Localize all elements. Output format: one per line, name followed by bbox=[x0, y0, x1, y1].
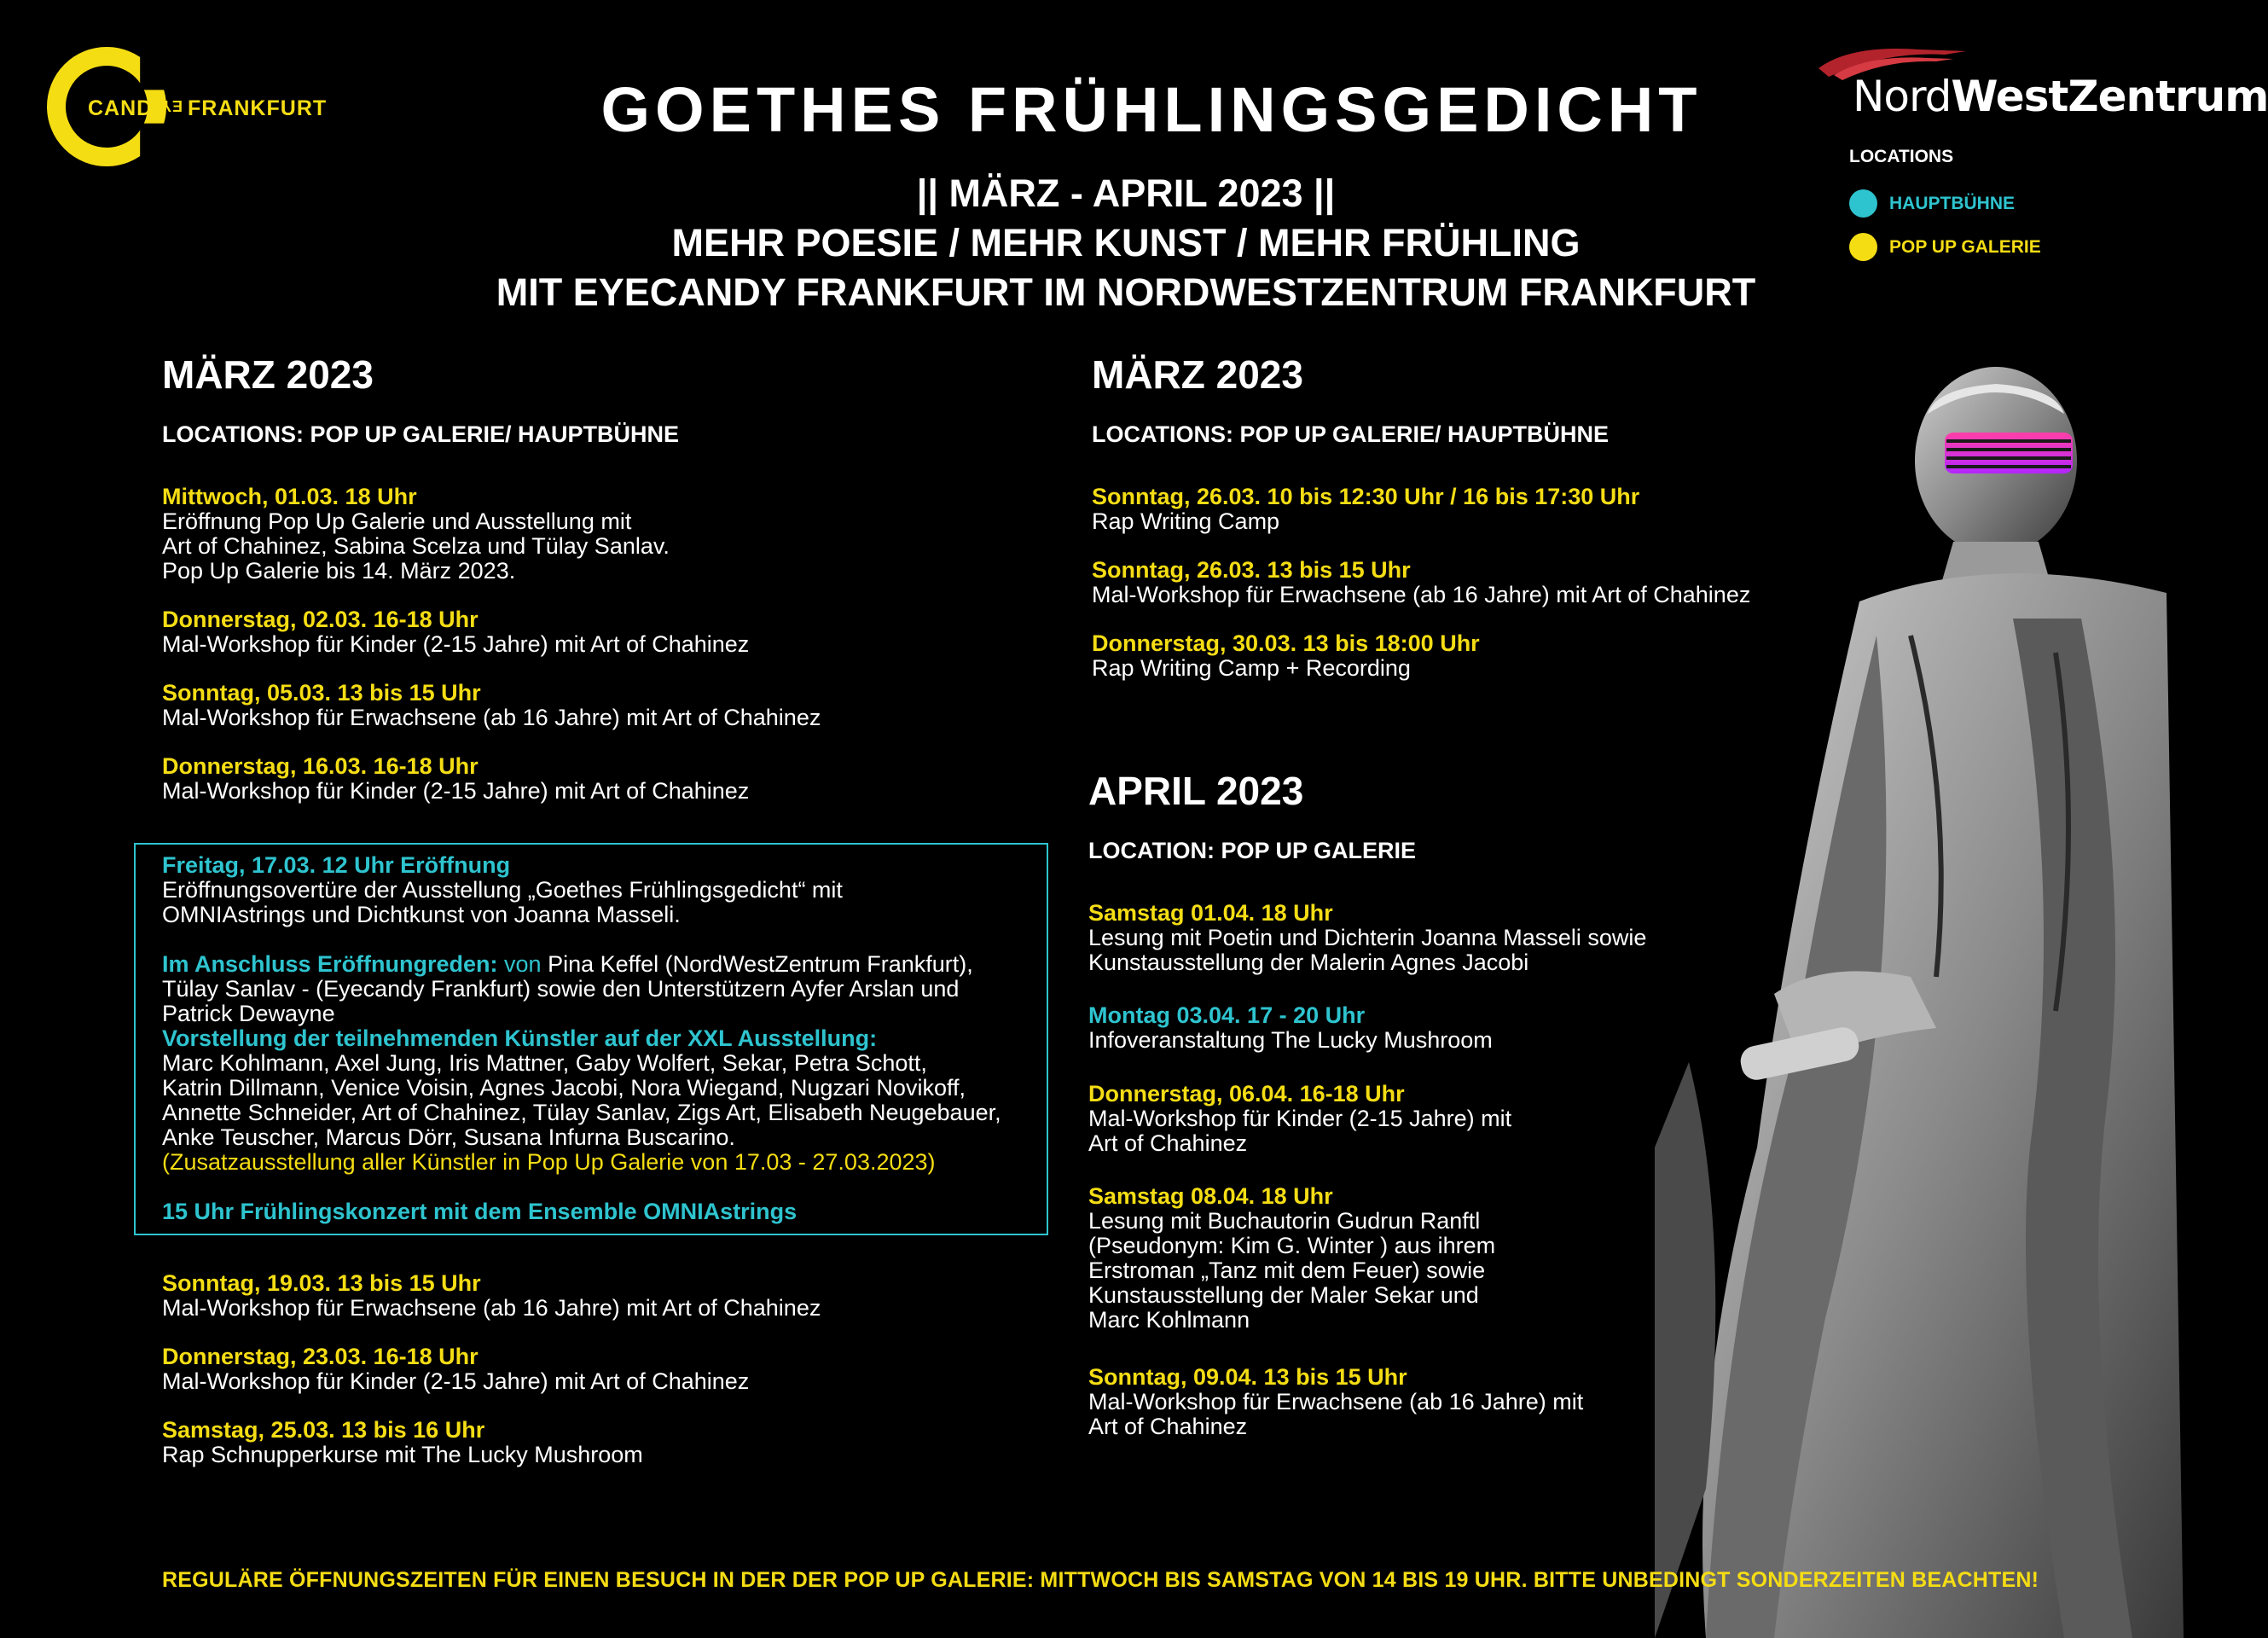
event-entry bbox=[162, 1345, 749, 1394]
legend-title: LOCATIONS bbox=[1849, 147, 1954, 166]
event-desc: Rap Writing Camp + Recording bbox=[1092, 655, 1411, 681]
event-desc: Art of Chahinez, Sabina Scelza und Tülay Sanlav. bbox=[162, 533, 670, 559]
speech-rest: Pina Keffel (NordWestZentrum Frankfurt), bbox=[548, 951, 973, 977]
subtitle-block bbox=[392, 169, 1859, 317]
event-desc: Patrick Dewayne bbox=[162, 1001, 335, 1026]
event-desc: Mal-Workshop für Kinder (2-15 Jahre) mit bbox=[1088, 1106, 1512, 1131]
logo-text-frankfurt: FRANKFURT bbox=[188, 96, 328, 120]
extra-exhibition-note: (Zusatzausstellung aller Künstler in Pop Up Galerie von 17.03 - 27.03.2023) bbox=[162, 1149, 936, 1175]
event-desc: OMNIAstrings und Dichtkunst von Joanna Masseli. bbox=[162, 902, 681, 927]
event-desc: Kunstausstellung der Maler Sekar und bbox=[1088, 1282, 1479, 1308]
artists-line: Marc Kohlmann, Axel Jung, Iris Mattner, Gaby Wolfert, Sekar, Petra Schott, bbox=[162, 1050, 927, 1076]
event-desc: Tülay Sanlav - (Eyecandy Frankfurt) sowie den Unterstützern Ayfer Arslan und bbox=[162, 976, 960, 1002]
event-date: Donnerstag, 23.03. 16-18 Uhr bbox=[162, 1344, 479, 1369]
artists-line: Annette Schneider, Art of Chahinez, Tülay Sanlav, Zigs Art, Elisabeth Neugebauer, bbox=[162, 1100, 1001, 1125]
col2-locations: LOCATIONS: POP UP GALERIE/ HAUPTBÜHNE bbox=[1092, 421, 1610, 447]
event-desc: Rap Writing Camp bbox=[1092, 508, 1280, 534]
event-date: Samstag, 25.03. 13 bis 16 Uhr bbox=[162, 1417, 485, 1443]
logo-text-cand: CAND bbox=[88, 96, 154, 120]
april-month-heading: APRIL 2023 bbox=[1088, 769, 1304, 813]
event-date: Sonntag, 26.03. 13 bis 15 Uhr bbox=[1092, 557, 1411, 583]
nwz-word-nord: Nord bbox=[1853, 72, 1952, 121]
event-date: Montag 03.04. 17 - 20 Uhr bbox=[1088, 1002, 1366, 1028]
event-desc: Infoveranstaltung The Lucky Mushroom bbox=[1088, 1027, 1493, 1053]
col2-month-heading: MÄRZ 2023 bbox=[1092, 352, 1303, 397]
event-desc: Lesung mit Buchautorin Gudrun Ranftl bbox=[1088, 1208, 1481, 1234]
speech-line bbox=[162, 952, 1001, 977]
event-desc: Mal-Workshop für Erwachsene (ab 16 Jahre) mit bbox=[1088, 1389, 1584, 1414]
event-desc: Art of Chahinez bbox=[1088, 1414, 1248, 1439]
subtitle-line: MEHR POESIE / MEHR KUNST / MEHR FRÜHLING bbox=[671, 221, 1581, 264]
logo-text-eye: EYE bbox=[149, 97, 183, 114]
event-desc: (Pseudonym: Kim G. Winter ) aus ihrem bbox=[1088, 1233, 1496, 1258]
event-entry bbox=[1088, 1003, 1493, 1053]
event-desc: Lesung mit Poetin und Dichterin Joanna Masseli sowie bbox=[1088, 925, 1647, 950]
event-desc: Mal-Workshop für Erwachsene (ab 16 Jahre) mit Art of Chahinez bbox=[162, 705, 821, 730]
eyecandy-logo bbox=[47, 47, 354, 175]
nwz-wordmark bbox=[1853, 72, 2268, 121]
event-date: Sonntag, 19.03. 13 bis 15 Uhr bbox=[162, 1270, 481, 1296]
event-entry bbox=[162, 1418, 643, 1467]
legend-label: POP UP GALERIE bbox=[1889, 236, 2041, 257]
col1-locations: LOCATIONS: POP UP GALERIE/ HAUPTBÜHNE bbox=[162, 421, 680, 447]
event-desc: Eröffnung Pop Up Galerie und Ausstellung mit bbox=[162, 508, 632, 534]
event-date: Sonntag, 26.03. 10 bis 12:30 Uhr / 16 bis 17:30 Uhr bbox=[1092, 484, 1640, 509]
page-title: GOETHES FRÜHLINGSGEDICHT bbox=[600, 74, 1702, 145]
legend-item-popup-galerie bbox=[1849, 233, 2041, 261]
artists-line: Katrin Dillmann, Venice Voisin, Agnes Jacobi, Nora Wiegand, Nugzari Novikoff, bbox=[162, 1075, 966, 1101]
locations-legend bbox=[1849, 147, 2041, 276]
event-entry bbox=[162, 607, 749, 657]
event-entry bbox=[1092, 485, 1639, 534]
event-entry bbox=[1092, 558, 1750, 607]
opening-event bbox=[162, 853, 1001, 1224]
april-location: LOCATION: POP UP GALERIE bbox=[1088, 838, 1417, 863]
event-desc: Kunstausstellung der Malerin Agnes Jacobi bbox=[1088, 950, 1529, 975]
event-entry bbox=[1088, 1184, 1495, 1333]
subtitle-line: MIT EYECANDY FRANKFURT IM NORDWESTZENTRUM FRANKFURT bbox=[496, 270, 1756, 314]
event-date: Sonntag, 09.04. 13 bis 15 Uhr bbox=[1088, 1364, 1407, 1390]
nwz-word-westzentrum: WestZentrum bbox=[1951, 72, 2268, 121]
event-desc: Art of Chahinez bbox=[1088, 1130, 1248, 1156]
event-desc: Pop Up Galerie bis 14. März 2023. bbox=[162, 558, 516, 584]
event-entry bbox=[1088, 1365, 1583, 1439]
event-date: Samstag 01.04. 18 Uhr bbox=[1088, 900, 1333, 926]
event-desc: Erstroman „Tanz mit dem Feuer) sowie bbox=[1088, 1258, 1486, 1283]
event-entry bbox=[162, 485, 670, 584]
speech-von: von bbox=[497, 951, 548, 977]
concert-line: 15 Uhr Frühlingskonzert mit dem Ensemble OMNIAstrings bbox=[162, 1199, 798, 1224]
speech-label: Im Anschluss Eröffnungreden: bbox=[162, 951, 498, 977]
event-entry bbox=[162, 1271, 821, 1321]
event-date: Donnerstag, 30.03. 13 bis 18:00 Uhr bbox=[1092, 630, 1480, 656]
legend-item-hauptbuehne bbox=[1849, 189, 2041, 218]
event-date: Donnerstag, 06.04. 16-18 Uhr bbox=[1088, 1081, 1405, 1107]
col1-month-heading: MÄRZ 2023 bbox=[162, 352, 374, 397]
event-entry bbox=[162, 681, 821, 730]
event-date: Freitag, 17.03. 12 Uhr Eröffnung bbox=[162, 852, 511, 878]
event-desc: Rap Schnupperkurse mit The Lucky Mushroom bbox=[162, 1442, 643, 1467]
event-desc: Mal-Workshop für Kinder (2-15 Jahre) mit Art of Chahinez bbox=[162, 1368, 750, 1394]
event-date: Donnerstag, 16.03. 16-18 Uhr bbox=[162, 753, 479, 779]
event-entry bbox=[1092, 631, 1480, 681]
event-entry bbox=[1088, 901, 1646, 975]
legend-label: HAUPTBÜHNE bbox=[1889, 193, 2015, 213]
artists-label: Vorstellung der teilnehmenden Künstler auf der XXL Ausstellung: bbox=[162, 1025, 878, 1051]
event-entry bbox=[162, 754, 749, 804]
event-date: Donnerstag, 02.03. 16-18 Uhr bbox=[162, 607, 479, 632]
event-desc: Mal-Workshop für Kinder (2-15 Jahre) mit Art of Chahinez bbox=[162, 631, 750, 657]
subtitle-line: || MÄRZ - APRIL 2023 || bbox=[916, 171, 1336, 215]
event-desc: Marc Kohlmann bbox=[1088, 1307, 1250, 1333]
event-entry bbox=[1088, 1082, 1511, 1156]
event-desc: Mal-Workshop für Kinder (2-15 Jahre) mit Art of Chahinez bbox=[162, 778, 750, 804]
event-desc: Mal-Workshop für Erwachsene (ab 16 Jahre) mit Art of Chahinez bbox=[1092, 582, 1751, 607]
opening-hours-footer: REGULÄRE ÖFFNUNGSZEITEN FÜR EINEN BESUCH IN DER DER POP UP GALERIE: MITTWOCH BIS SAMSTAG VON 14 BIS 19 UHR. BITTE UNBEDINGT SONDERZEITEN BEACHTEN! bbox=[162, 1568, 2039, 1592]
event-date: Mittwoch, 01.03. 18 Uhr bbox=[162, 484, 417, 509]
event-date: Samstag 08.04. 18 Uhr bbox=[1088, 1183, 1333, 1209]
event-desc: Mal-Workshop für Erwachsene (ab 16 Jahre) mit Art of Chahinez bbox=[162, 1295, 821, 1321]
artists-line: Anke Teuscher, Marcus Dörr, Susana Infurna Buscarino. bbox=[162, 1124, 735, 1150]
event-desc: Eröffnungsovertüre der Ausstellung „Goethes Frühlingsgedicht“ mit bbox=[162, 877, 843, 903]
event-date: Sonntag, 05.03. 13 bis 15 Uhr bbox=[162, 680, 481, 706]
